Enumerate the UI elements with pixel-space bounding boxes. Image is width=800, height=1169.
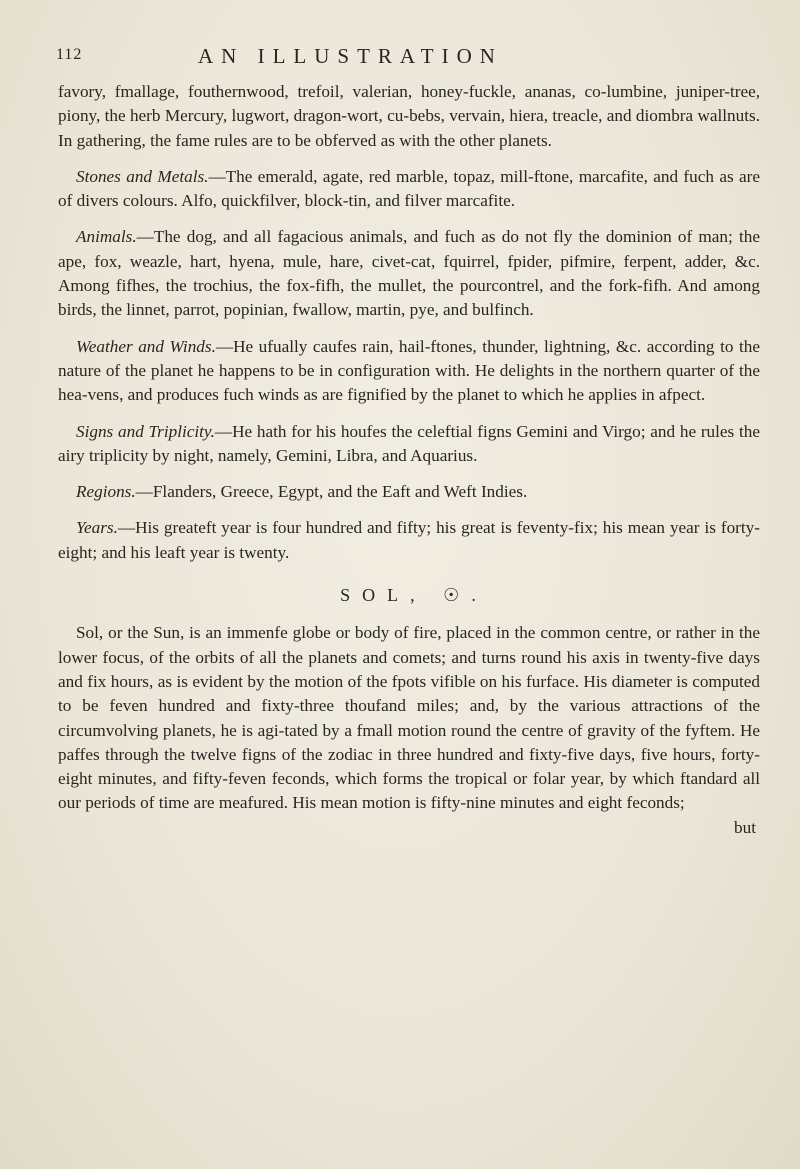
paragraph-sol: Sol, or the Sun, is an immenfe globe or body of fire, placed in the common centre, or rather in the lower focus, of the orbits of all the planets and comets; and turns round his axis in twenty-five days and fix hours, as is evident by the motion of the fpots vifible on his furface. His diameter is computed to be feven hundred and fixty-three thoufand miles; and, by the various attractions of the circumvolving planets, he is agi-tated by a fmall motion round the centre of gravity of the fyftem. He paffes through the twelve figns of the zodiac in three hundred and fixty-five days, five hours, forty-eight minutes, and fifty-feven feconds, which forms the tropical or folar year, by which ftandard all our periods of time are meafured. His mean motion is fifty-nine minutes and eight feconds; — [58, 623, 760, 813]
running-title: AN ILLUSTRATION — [198, 44, 503, 68]
body-text — [58, 80, 760, 840]
heading-regions: Regions. — [76, 482, 136, 502]
paragraph-regions — [58, 480, 760, 504]
paragraph-stones-metals — [58, 165, 760, 214]
paragraph-weather-winds — [58, 335, 760, 408]
section-title-sol: SOL, ☉. — [340, 585, 488, 606]
heading-animals: Animals. — [76, 227, 137, 247]
catchword: but — [734, 817, 756, 837]
paragraph-animals — [58, 225, 760, 322]
heading-signs-triplicity: Signs and Triplicity. — [76, 421, 215, 441]
text-stones-metals: —The emerald, agate, red marble, topaz, mill-ftone, marcafite, and fuch as are of divers colours. Alfo, quickfilver, block-tin, and filver marcafite. — [58, 166, 761, 211]
text-years: —His greateft year is four hundred and fifty; his great is feventy-fix; his mean year is forty-eight; and his leaft year is twenty. — [58, 518, 760, 562]
heading-weather-winds: Weather and Winds. — [76, 336, 216, 356]
page-header — [58, 44, 760, 80]
text-animals: —The dog, and all fagacious animals, and fuch as do not fly the dominion of man; the ape, fox, weazle, hart, hyena, mule, hare, civet-cat, fquirrel, fpider, pifmire, ferpent, adder, &c. Among fifhes, the trochius, the fox-fifh, the mullet, the pourcontrel, and the fork-fifh. And among birds, the linnet, parrot, popinian, fwallow, martin, pye, and bulfinch. — [58, 227, 760, 320]
heading-years: Years. — [76, 518, 118, 538]
text-regions: —Flanders, Greece, Egypt, and the Eaft and Weft Indies. — [135, 482, 528, 502]
page-number: 112 — [56, 46, 83, 63]
paragraph-years — [58, 516, 760, 565]
heading-stones-metals: Stones and Metals. — [76, 166, 209, 186]
text-signs-triplicity: —He hath for his houfes the celeftial figns Gemini and Virgo; and he rules the airy triplicity by night, namely, Gemini, Libra, and Aquarius. — [58, 421, 760, 465]
text-weather-winds: —He ufually caufes rain, hail-ftones, thunder, lightning, &c. according to the nature of the planet he happens to be in configuration with. He delights in the northern quarter of the hea-vens, and produces fuch winds as are fignified by the planet to which he applies in afpect. — [58, 336, 760, 405]
paragraph-signs-triplicity — [58, 420, 760, 469]
paragraph-herbs: favory, fmallage, fouthernwood, trefoil, valerian, honey-fuckle, ananas, co-lumbine, juniper-tree, piony, the herb Mercury, lugwort, dragon-wort, cu-bebs, vervain, hiera, treacle, and diombra wallnuts. In gathering, the fame rules are to be obferved as with the other planets. — [58, 82, 760, 150]
